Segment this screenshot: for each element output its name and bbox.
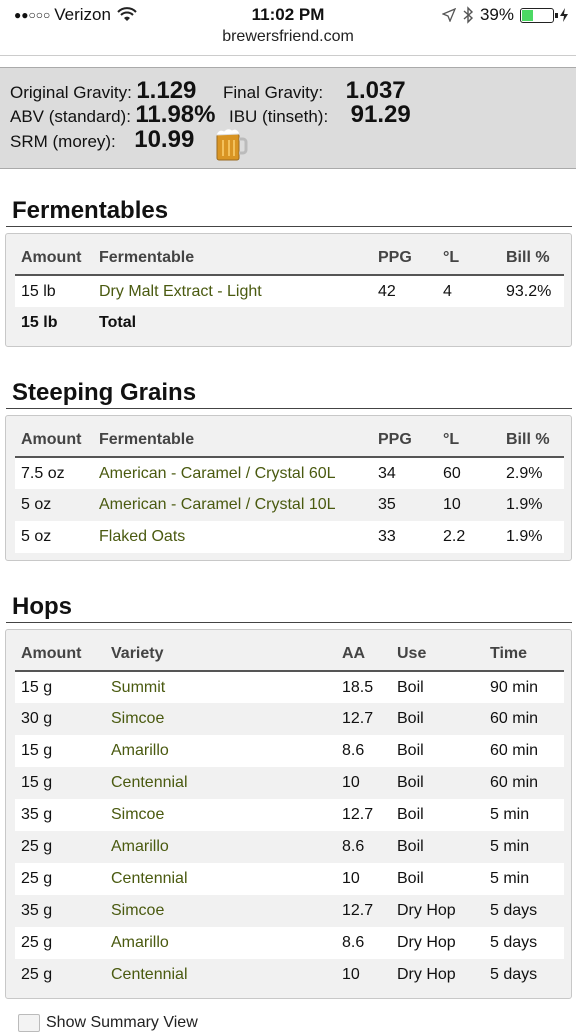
alpha-acid-cell: 10 [336,959,391,991]
fermentable-link[interactable]: Flaked Oats [93,521,372,553]
beer-mug-icon [214,126,248,162]
lovibond-cell: 2.2 [437,521,500,553]
total-row [15,307,564,339]
amount-cell: 35 g [15,799,105,831]
ppg-cell: 34 [372,457,437,489]
use-cell: Dry Hop [391,959,484,991]
col-header: Amount [15,637,105,671]
use-cell: Boil [391,671,484,703]
alpha-acid-cell: 8.6 [336,831,391,863]
fermentables-table [15,241,564,339]
time-cell: 60 min [484,767,564,799]
empty-cell [437,307,500,339]
hop-variety-link[interactable]: Simcoe [105,895,336,927]
address-bar-url[interactable]: brewersfriend.com [222,28,354,45]
status-right [442,5,568,25]
clock: 11:02 PM [251,5,325,24]
divider [6,226,572,227]
time-cell: 5 min [484,863,564,895]
amount-cell: 15 g [15,735,105,767]
table-row [15,895,564,927]
bluetooth-icon [462,6,474,24]
srm-value: 10.99 [134,126,195,153]
col-header: °L [437,423,500,457]
alpha-acid-cell: 8.6 [336,735,391,767]
alpha-acid-cell: 12.7 [336,895,391,927]
battery-fill [522,10,533,21]
empty-cell [500,307,564,339]
hop-variety-link[interactable]: Amarillo [105,831,336,863]
hop-variety-link[interactable]: Simcoe [105,703,336,735]
col-header: AA [336,637,391,671]
fg-label: Final Gravity: [223,83,324,102]
ppg-cell: 35 [372,489,437,521]
divider [6,622,572,623]
hop-variety-link[interactable]: Amarillo [105,735,336,767]
battery-icon [520,8,554,23]
amount-cell: 30 g [15,703,105,735]
col-header: °L [437,241,500,275]
hop-variety-link[interactable]: Simcoe [105,799,336,831]
section-title-hops: Hops [12,593,72,620]
amount-cell: 35 g [15,895,105,927]
col-header: Fermentable [93,241,372,275]
use-cell: Boil [391,703,484,735]
fermentable-link[interactable]: American - Caramel / Crystal 10L [93,489,372,521]
summary-view-toggle[interactable] [18,1014,198,1032]
time-cell: 60 min [484,703,564,735]
amount-cell: 25 g [15,959,105,991]
fermentable-link[interactable]: American - Caramel / Crystal 60L [93,457,372,489]
table-row [15,863,564,895]
col-header: Bill % [500,423,564,457]
table-row [15,799,564,831]
col-header: PPG [372,241,437,275]
lovibond-cell: 10 [437,489,500,521]
table-row [15,831,564,863]
section-title-fermentables: Fermentables [12,197,169,224]
alpha-acid-cell: 10 [336,863,391,895]
table-row [15,521,564,553]
amount-cell: 25 g [15,831,105,863]
signal-dots-icon: ●●○○○ [14,8,51,22]
empty-cell [372,307,437,339]
section-title-steeping-grains: Steeping Grains [12,379,197,406]
divider [6,408,572,409]
ppg-cell: 33 [372,521,437,553]
ppg-cell: 42 [372,275,437,307]
hop-variety-link[interactable]: Centennial [105,863,336,895]
col-header: Variety [105,637,336,671]
alpha-acid-cell: 12.7 [336,799,391,831]
alpha-acid-cell: 8.6 [336,927,391,959]
time-cell: 5 min [484,799,564,831]
ibu [229,101,411,129]
recipe-stats-panel [0,67,576,169]
time-cell: 5 days [484,927,564,959]
table-header-row [15,241,564,275]
time-cell: 60 min [484,735,564,767]
use-cell: Boil [391,831,484,863]
time-cell: 5 min [484,831,564,863]
bill-cell: 1.9% [500,489,564,521]
abv [10,101,215,129]
table-row [15,735,564,767]
bill-cell: 93.2% [500,275,564,307]
table-row [15,489,564,521]
ibu-label: IBU (tinseth): [229,107,329,126]
hop-variety-link[interactable]: Centennial [105,767,336,799]
divider [0,55,576,56]
hop-variety-link[interactable]: Centennial [105,959,336,991]
abv-label: ABV (standard): [10,107,131,126]
use-cell: Boil [391,767,484,799]
table-row [15,703,564,735]
fg-value: 1.037 [345,77,406,104]
total-amount: 15 lb [15,307,93,339]
battery-percent: 39% [479,5,514,24]
total-label: Total [93,307,372,339]
use-cell: Boil [391,863,484,895]
og-value: 1.129 [136,77,197,104]
table-row [15,927,564,959]
steeping-grains-panel [5,415,572,561]
lovibond-cell: 4 [437,275,500,307]
fermentable-link[interactable]: Dry Malt Extract - Light [93,275,372,307]
col-header: Fermentable [93,423,372,457]
table-row [15,671,564,703]
summary-view-label: Show Summary View [46,1014,198,1031]
status-bar [0,0,576,28]
col-header: Amount [15,423,93,457]
table-row [15,275,564,307]
table-row [15,457,564,489]
amount-cell: 15 g [15,767,105,799]
og-label: Original Gravity: [10,83,132,102]
lovibond-cell: 60 [437,457,500,489]
table-header-row [15,637,564,671]
charging-bolt-icon [560,8,568,22]
time-cell: 5 days [484,959,564,991]
amount-cell: 7.5 oz [15,457,93,489]
col-header: Use [391,637,484,671]
amount-cell: 15 lb [15,275,93,307]
steeping-grains-table [15,423,564,553]
time-cell: 5 days [484,895,564,927]
carrier-name: Verizon [54,5,111,24]
amount-cell: 5 oz [15,521,93,553]
alpha-acid-cell: 18.5 [336,671,391,703]
time-cell: 90 min [484,671,564,703]
location-arrow-icon [442,8,456,22]
summary-view-checkbox[interactable] [18,1014,40,1032]
table-header-row [15,423,564,457]
amount-cell: 25 g [15,863,105,895]
hop-variety-link[interactable]: Amarillo [105,927,336,959]
col-header: Time [484,637,564,671]
col-header: Amount [15,241,93,275]
use-cell: Boil [391,799,484,831]
fermentables-panel [5,233,572,347]
bill-cell: 2.9% [500,457,564,489]
use-cell: Boil [391,735,484,767]
amount-cell: 25 g [15,927,105,959]
table-row [15,959,564,991]
hop-variety-link[interactable]: Summit [105,671,336,703]
amount-cell: 15 g [15,671,105,703]
ibu-value: 91.29 [350,101,411,128]
hops-panel [5,629,572,999]
amount-cell: 5 oz [15,489,93,521]
use-cell: Dry Hop [391,895,484,927]
use-cell: Dry Hop [391,927,484,959]
abv-value: 11.98% [135,101,216,128]
srm [10,126,194,154]
col-header: Bill % [500,241,564,275]
srm-label: SRM (morey): [10,132,116,151]
table-row [15,767,564,799]
alpha-acid-cell: 10 [336,767,391,799]
col-header: PPG [372,423,437,457]
alpha-acid-cell: 12.7 [336,703,391,735]
hops-table [15,637,564,991]
bill-cell: 1.9% [500,521,564,553]
